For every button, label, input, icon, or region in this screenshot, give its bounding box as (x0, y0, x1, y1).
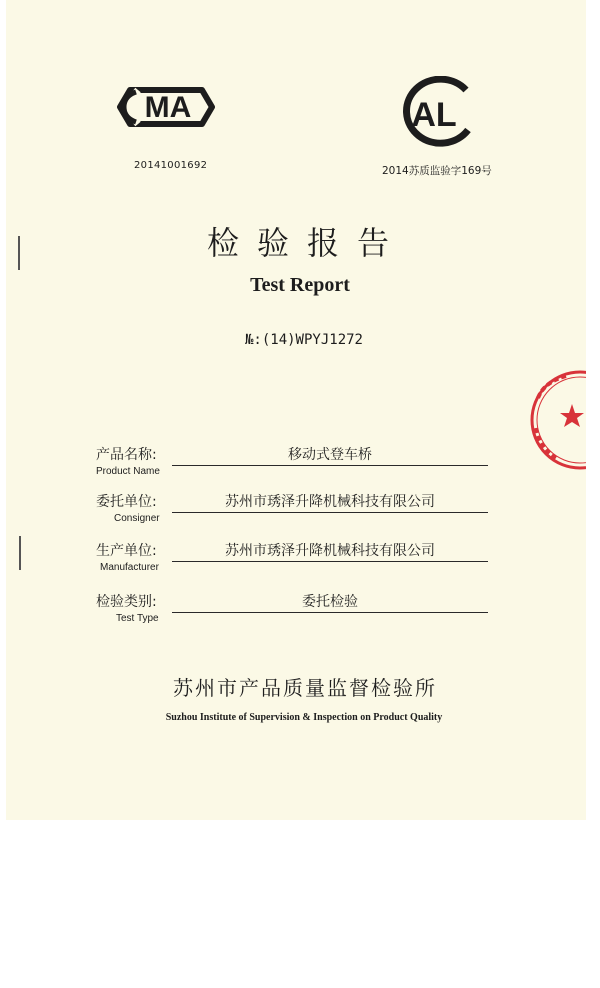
label-product-name-en: Product Name (96, 466, 160, 477)
value-manufacturer: 苏州市琇泽升降机械科技有限公司 (225, 543, 435, 559)
label-test-type-en: Test Type (116, 613, 159, 624)
field-product-name (0, 444, 600, 484)
underline (172, 561, 488, 562)
label-manufacturer-cn: 生产单位: (96, 543, 157, 559)
cma-logo (116, 82, 216, 132)
value-consigner: 苏州市琇泽升降机械科技有限公司 (225, 494, 435, 510)
underline (172, 612, 488, 613)
underline (172, 465, 488, 466)
report-title-english: Test Report (250, 274, 350, 296)
cal-logo (388, 76, 478, 148)
field-manufacturer (0, 540, 600, 580)
label-consigner-cn: 委托单位: (96, 494, 157, 510)
underline (172, 512, 488, 513)
cma-logo-text: MA (144, 91, 192, 124)
label-test-type-cn: 检验类别: (96, 594, 157, 610)
label-consigner-en: Consigner (114, 513, 160, 524)
report-number: №:(14)WPYJ1272 (244, 332, 363, 348)
institute-name-english: Suzhou Institute of Supervision & Inspection on Product Quality (165, 712, 443, 723)
field-test-type (0, 591, 600, 631)
value-product-name: 移动式登车桥 (288, 447, 372, 463)
label-product-name-cn: 产品名称: (96, 447, 157, 463)
cal-logo-text: AL (411, 96, 457, 134)
cma-certificate-number: 20141001692 (134, 160, 208, 171)
official-seal (526, 368, 586, 472)
field-consigner (0, 491, 600, 531)
report-title-chinese: 检验报告 (206, 224, 407, 262)
label-manufacturer-en: Manufacturer (100, 562, 159, 573)
value-test-type: 委托检验 (302, 594, 358, 610)
cal-certificate-number: 2014苏质监验字169号 (382, 165, 492, 177)
institute-name-chinese: 苏州市产品质量监督检验所 (173, 676, 437, 700)
